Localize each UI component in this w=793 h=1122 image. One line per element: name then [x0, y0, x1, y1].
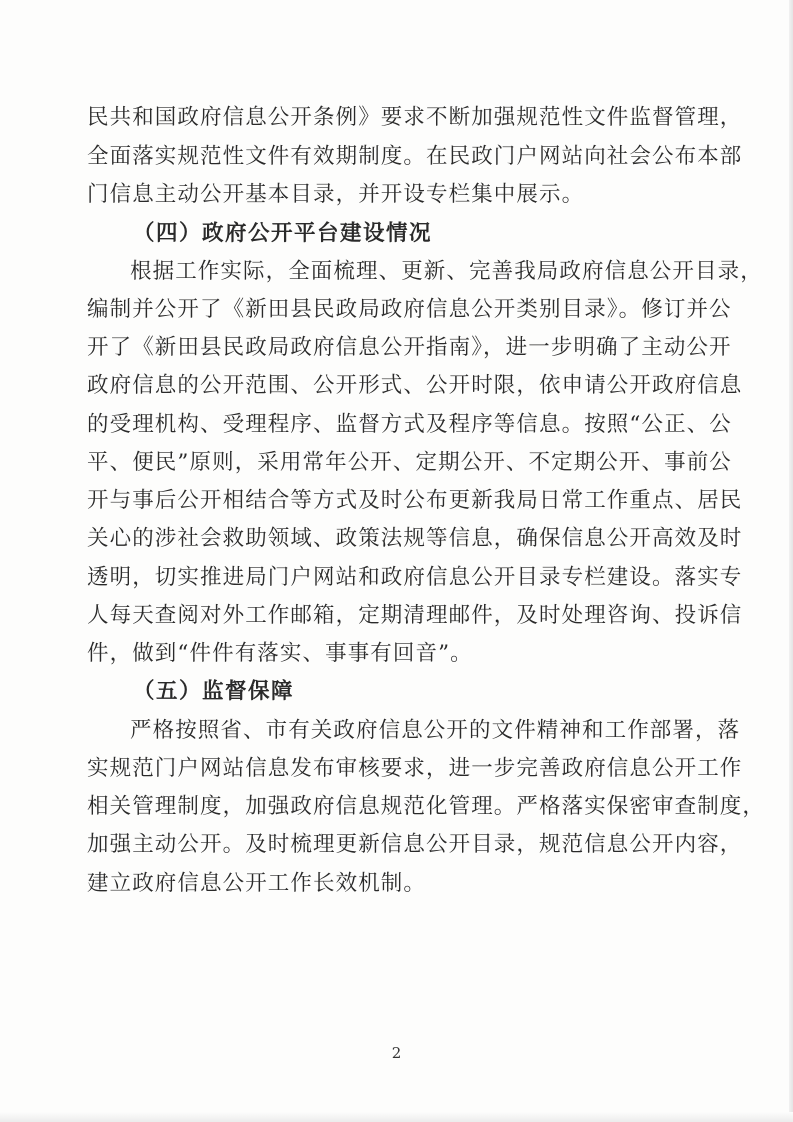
paragraph-line: 件，做到“件件有落实、事事有回音”。 — [87, 641, 473, 666]
paragraph-line: 全面落实规范性文件有效期制度。在民政门户网站向社会公布本部 — [87, 144, 743, 169]
paragraph-line: 开与事后公开相结合等方式及时公布更新我局日常工作重点、居民 — [87, 488, 743, 513]
section-heading-four: （四）政府公开平台建设情况 — [133, 221, 433, 246]
section-heading-five: （五）监督保障 — [133, 679, 295, 704]
paragraph-line: 平、便民”原则，采用常年公开、定期公开、不定期公开、事前公 — [87, 450, 732, 475]
paragraph-line: 根据工作实际，全面梳理、更新、完善我局政府信息公开目录， — [130, 259, 763, 284]
paragraph-line: 严格按照省、市有关政府信息公开的文件精神和工作部署，落 — [130, 718, 741, 743]
paragraph-line: 民共和国政府信息公开条例》要求不断加强规范性文件监督管理， — [87, 105, 743, 130]
paragraph-line: 建立政府信息公开工作长效机制。 — [87, 871, 427, 896]
paragraph-line: 编制并公开了《新田县民政局政府信息公开类别目录》。修订并公 — [87, 297, 732, 322]
paragraph-line: 关心的涉社会救助领域、政策法规等信息，确保信息公开高效及时 — [87, 526, 743, 551]
paragraph-line: 加强主动公开。及时梳理更新信息公开目录，规范信息公开内容， — [87, 832, 743, 857]
paragraph-line: 人每天查阅对外工作邮箱，定期清理邮件，及时处理咨询、投诉信 — [87, 603, 743, 628]
scan-edge — [789, 0, 793, 1122]
paragraph-line: 透明，切实推进局门户网站和政府信息公开目录专栏建设。落实专 — [87, 565, 743, 590]
paragraph-line: 相关管理制度，加强政府信息规范化管理。严格落实保密审查制度， — [87, 794, 766, 819]
paragraph-line: 开了《新田县民政局政府信息公开指南》，进一步明确了主动公开 — [87, 335, 732, 360]
page-number: 2 — [391, 1044, 402, 1062]
paragraph-line: 门信息主动公开基本目录，并开设专栏集中展示。 — [87, 182, 585, 207]
paragraph-line: 政府信息的公开范围、公开形式、公开时限，依申请公开政府信息 — [87, 373, 743, 398]
paragraph-line: 的受理机构、受理程序、监督方式及程序等信息。按照“公正、公 — [87, 412, 732, 437]
scan-bottom-edge — [0, 1112, 793, 1122]
paragraph-line: 实规范门户网站信息发布审核要求，进一步完善政府信息公开工作 — [87, 756, 743, 781]
